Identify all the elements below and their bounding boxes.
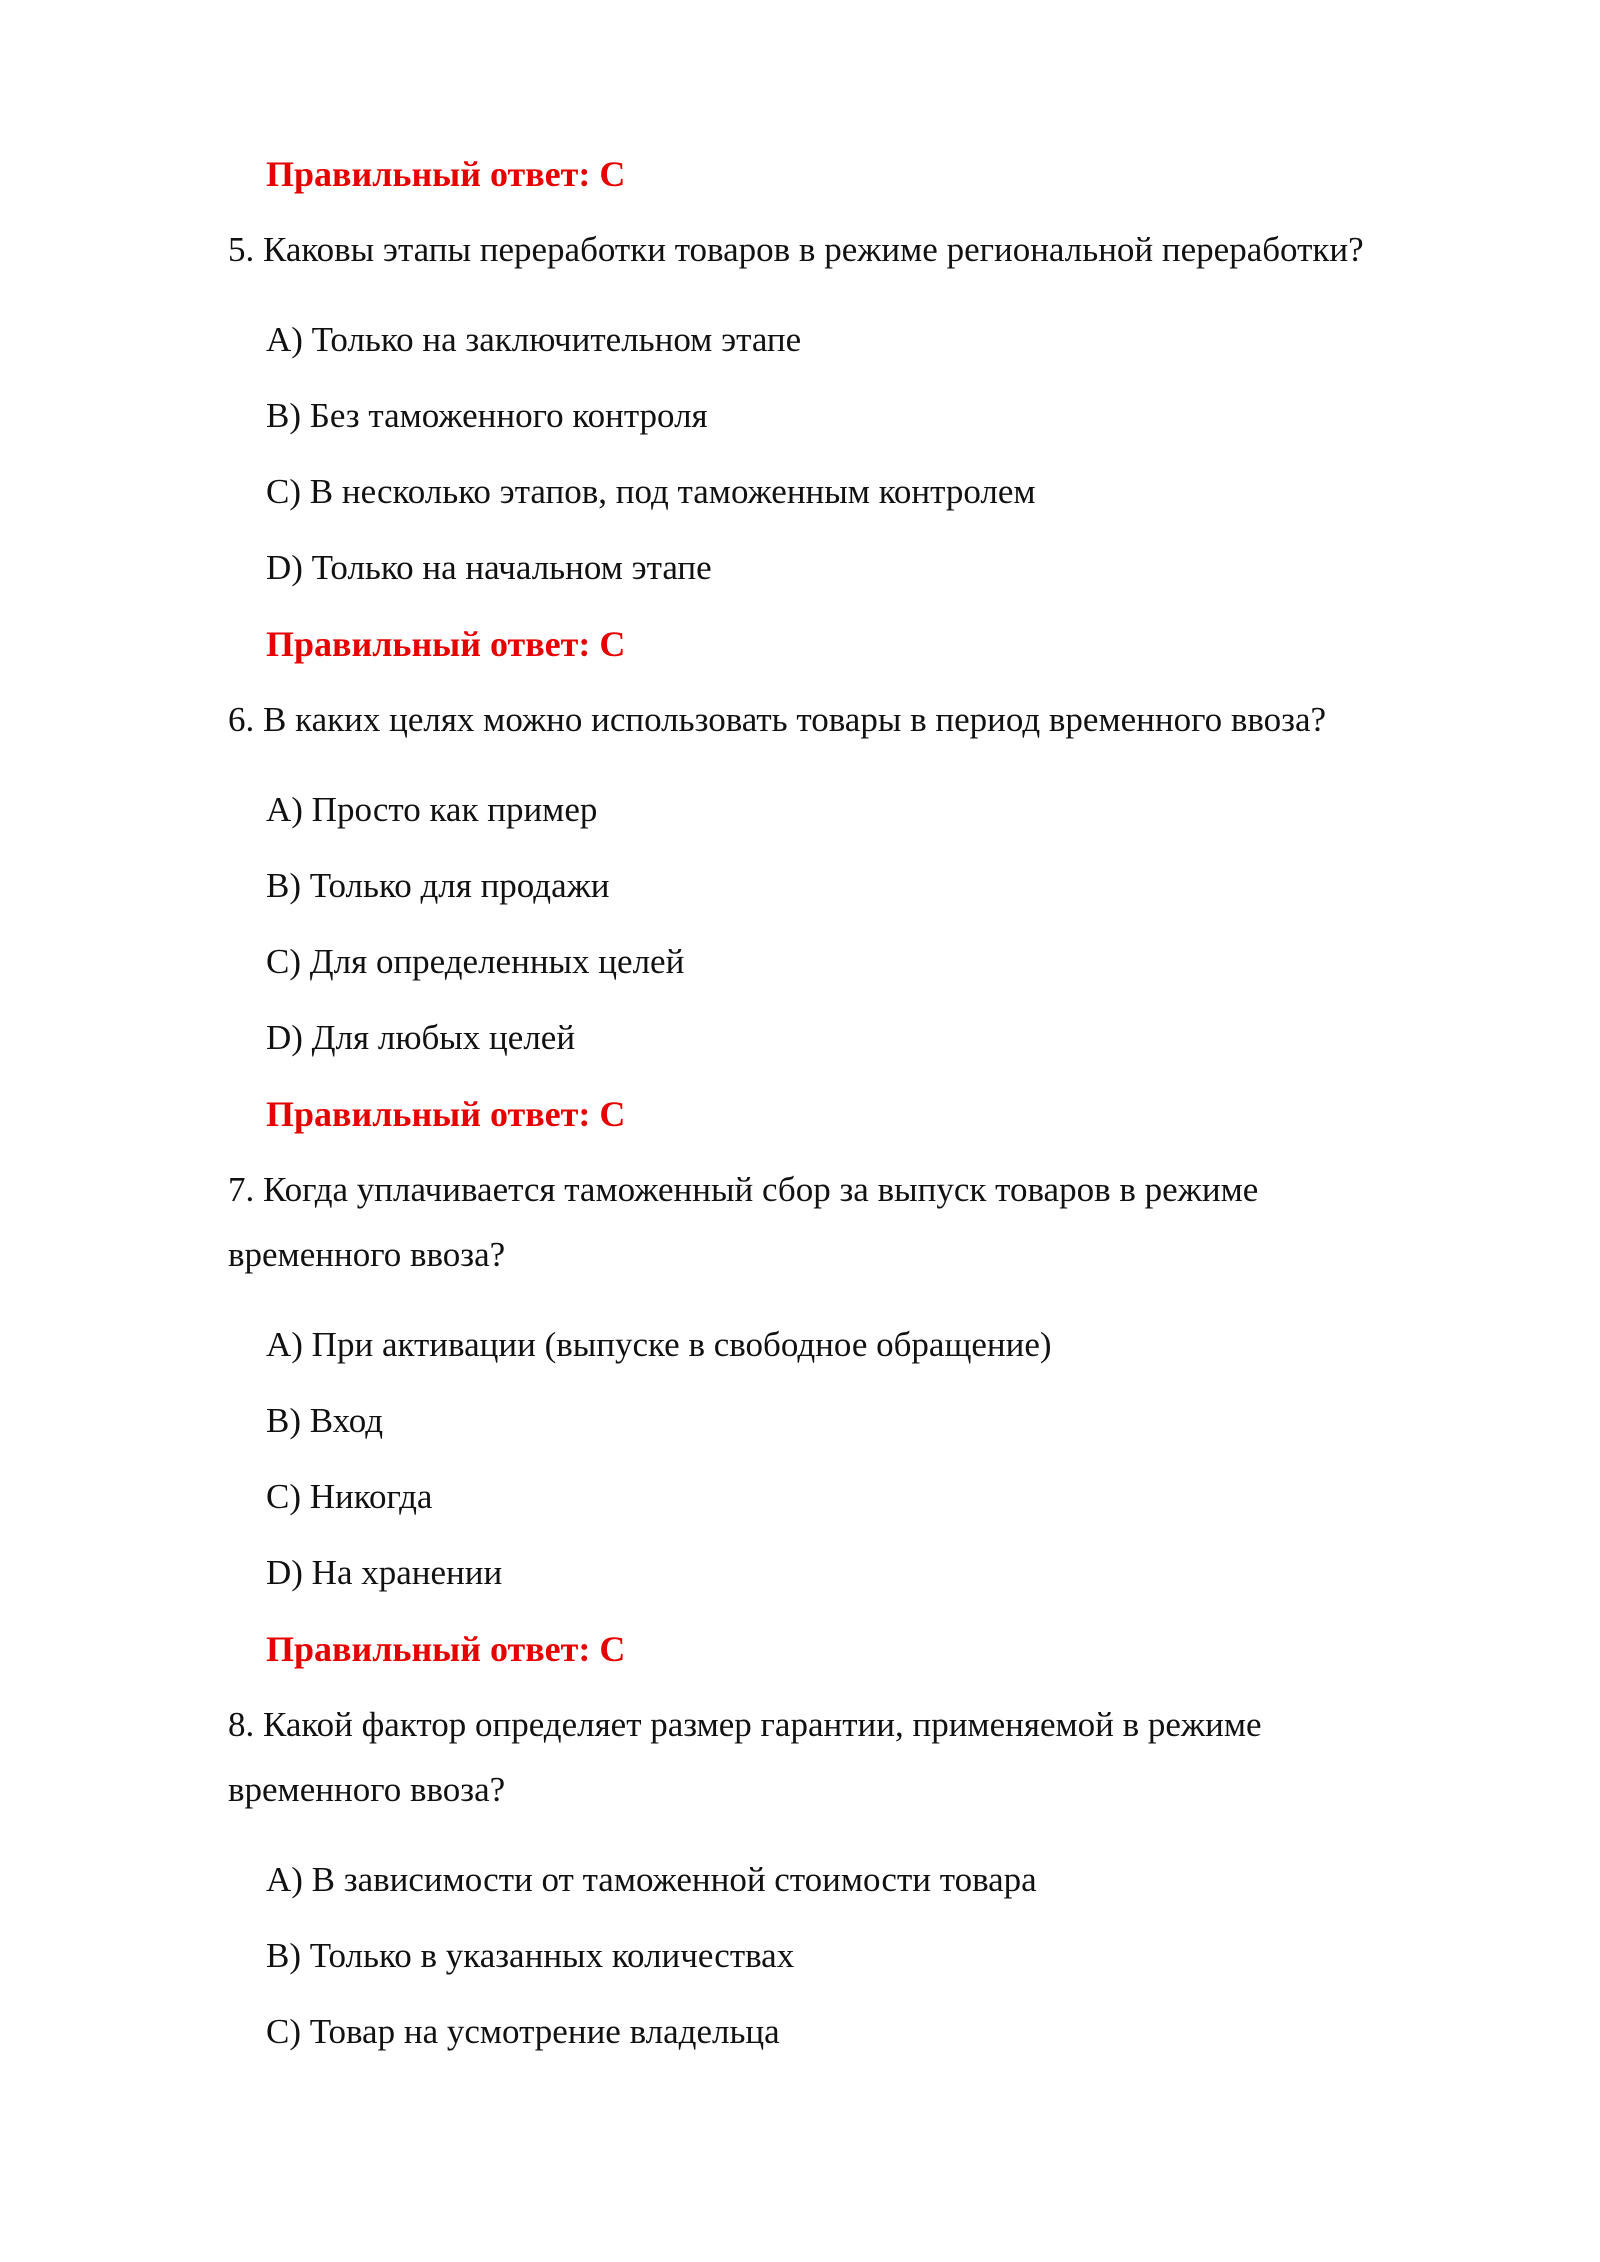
question-5-option-d: D) Только на начальном этапе [266,548,712,587]
question-7-text-line-2: временного ввоза? [228,1235,506,1274]
question-8-text-line-2: временного ввоза? [228,1770,506,1809]
question-8-text-line-1: 8. Какой фактор определяет размер гарантии, применяемой в режиме [228,1705,1262,1744]
question-5-option-b: В) Без таможенного контроля [266,396,708,435]
question-6-correct-answer: Правильный ответ: С [266,1094,626,1134]
question-7-correct-answer: Правильный ответ: С [266,1629,626,1669]
question-6-option-b: В) Только для продажи [266,866,610,905]
question-8-option-c: С) Товар на усмотрение владельца [266,2012,780,2051]
question-6-option-d: D) Для любых целей [266,1018,576,1057]
question-7-option-c: С) Никогда [266,1477,433,1516]
question-7-text-line-1: 7. Когда уплачивается таможенный сбор за выпуск товаров в режиме [228,1170,1259,1209]
question-5-option-a: А) Только на заключительном этапе [266,320,802,359]
question-6-text: 6. В каких целях можно использовать товары в период временного ввоза? [228,700,1327,739]
question-7-option-d: D) На хранении [266,1553,503,1592]
question-7-option-a: А) При активации (выпуске в свободное обращение) [266,1325,1052,1364]
question-6-option-c: С) Для определенных целей [266,942,685,981]
question-8-option-a: А) В зависимости от таможенной стоимости товара [266,1860,1037,1899]
question-5-correct-answer: Правильный ответ: С [266,624,626,664]
question-5-option-c: С) В несколько этапов, под таможенным контролем [266,472,1036,511]
question-7-option-b: В) Вход [266,1401,384,1440]
correct-answer-label: Правильный ответ: С [266,154,626,194]
question-5-text: 5. Каковы этапы переработки товаров в режиме региональной переработки? [228,230,1364,269]
question-6-option-a: А) Просто как пример [266,790,598,829]
question-8-option-b: В) Только в указанных количествах [266,1936,795,1975]
